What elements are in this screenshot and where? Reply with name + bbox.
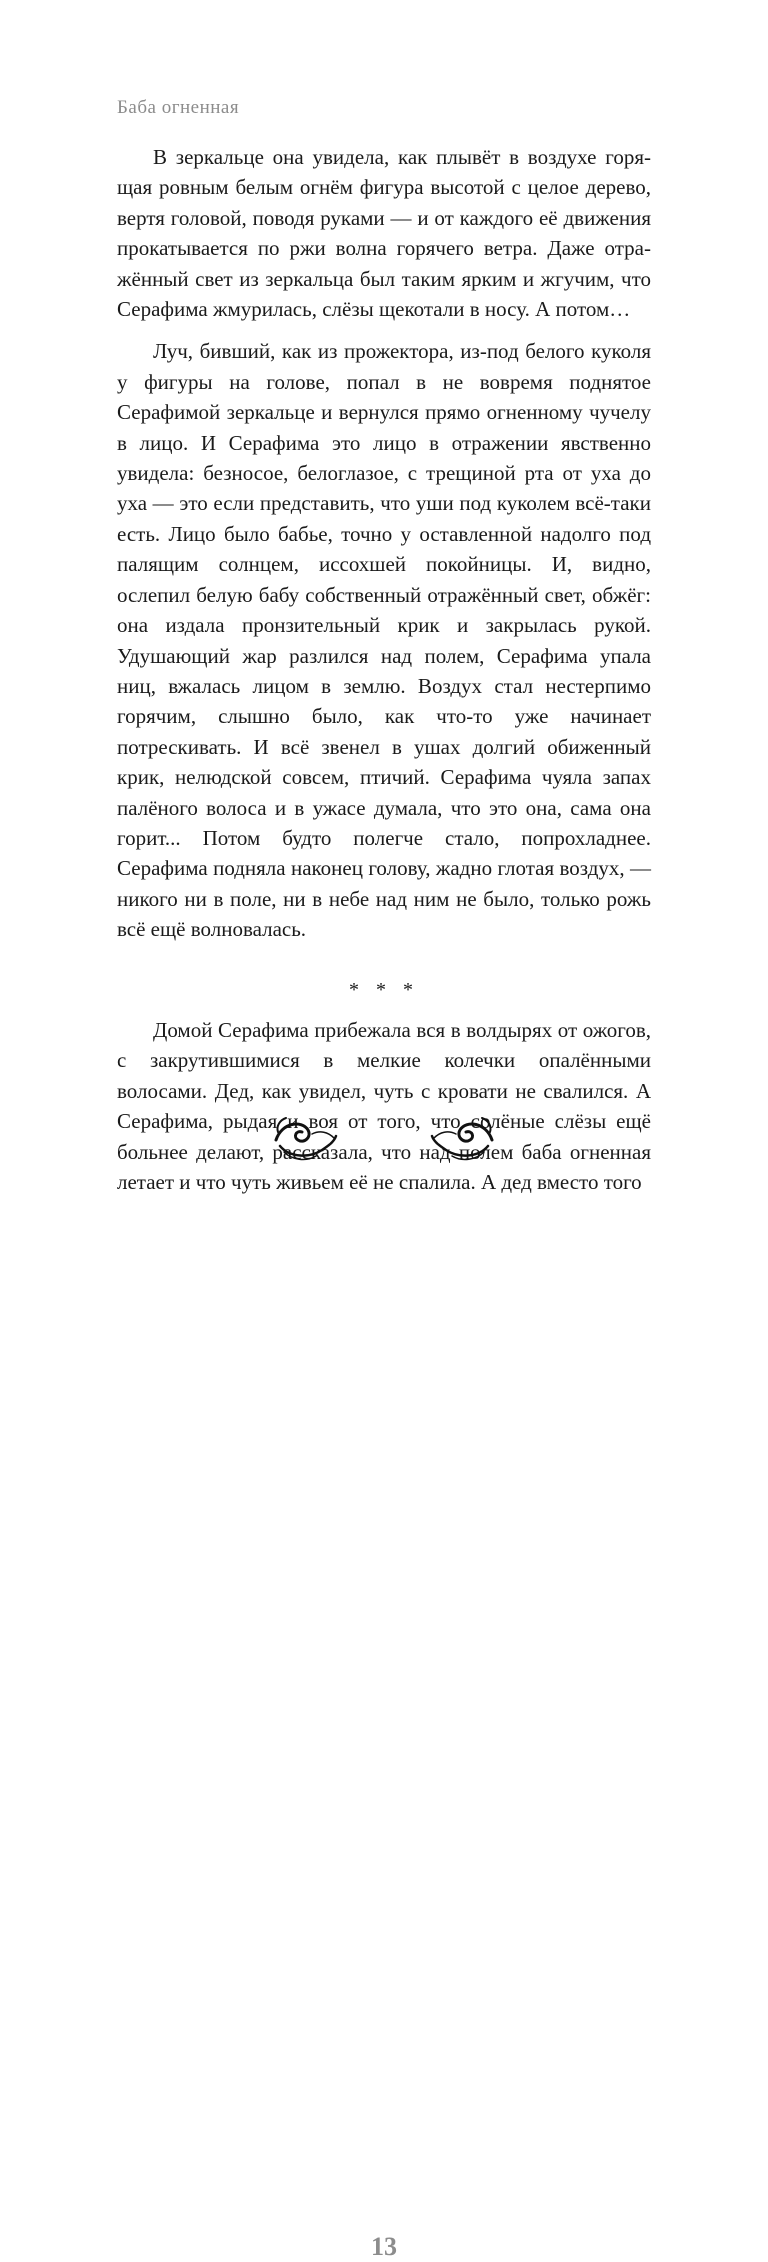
body-text — [117, 142, 651, 1197]
paragraph-1: В зеркальце она увидела, как плывёт в воздухе горящая ровным белым огнём фигура высотой с целое дерево, вертя головой, поводя руками — и от каждого её движения прокатывается по ржи волна горячего ветра. Даже отражённый свет из зеркальца был таким ярким и жгучим, что Серафима жмурилась, слёзы щекотали в носу. А потом… — [117, 145, 651, 322]
paragraph-2: Луч, бивший, как из прожектора, из-под белого куколя у фигуры на голове, попал в не вовремя поднятое Серафимой зеркальце и вернулся прямо огненному чучелу в лицо. И Серафима это лицо в отражении явственно увидела: безносое, белоглазое, с трещиной рта от уха до уха — это если представить, что уши под куколем всё-таки есть. Лицо было бабье, точно у оставленной надолго под палящим солнцем, иссохшей покойницы. И, видно, ослепил белую бабу собственный отражённый свет, обжёг: она издала пронзительный крик и закрылась рукой. Удушающий жар разлился над полем, Серафима упала ниц, вжалась лицом в землю. Воздух стал нестерпимо горячим, слышно было, как что-то уже начинает потрескивать. И всё звенел в ушах долгий обиженный крик, нелюдской совсем, птичий. Серафима чуяла запах палёного волоса и в ужасе думала, что это она, сама она горит... Потом будто полегче стало, попрохладнее. Серафима подняла наконец голову, жадно глотая воздух, — никого ни в поле, ни в небе над ним не было, только рожь всё ещё волновалась. — [117, 339, 651, 942]
page-footer — [0, 1112, 768, 2261]
flourish-left-icon — [272, 1112, 338, 1164]
section-separator: * * * — [349, 978, 419, 1001]
page-number: 13 — [371, 2232, 397, 2261]
paragraph-3: Домой Серафима прибежала вся в волдырях от ожогов, с закрутившимися в мелкие колечки опалёнными волосами. Дед, как увидел, чуть с кровати не свалился. А Серафима, рыдая и воя от того, что солёные слёзы ещё больнее делают, рассказала, что над полем баба огненная летает и что чуть живьем её не спалила. А дед вместо того — [117, 1017, 651, 1194]
flourish-right-icon — [430, 1112, 496, 1164]
running-head-title: Баба огненная — [117, 97, 240, 118]
